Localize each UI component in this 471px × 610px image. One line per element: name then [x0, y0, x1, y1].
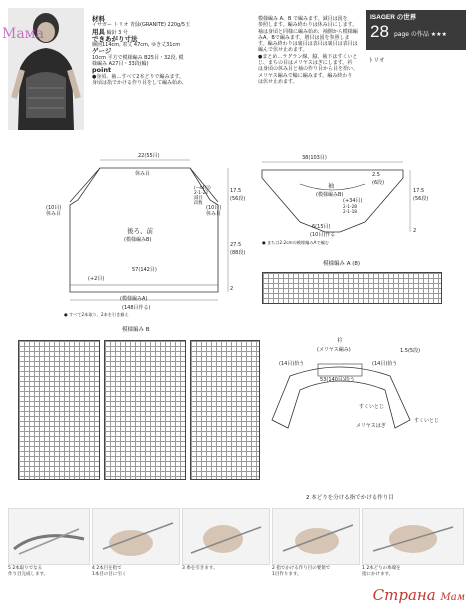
neck-label-c: すくいとじ — [414, 418, 440, 424]
step-text: 2本どりの糸端を 指にかけます。 — [362, 566, 401, 577]
pattern-a-title-text: 模様編み A — [323, 261, 351, 267]
instr-line: は身頃の休み目と袖の作り目から目を拾い、 — [258, 66, 359, 73]
neck-top-width: 53(140目)拾う — [320, 377, 355, 383]
step-text: 2本取りでなる 作り目完成します。 — [8, 566, 49, 577]
step-text: 指でかける作り目の要領で 1目作ります。 — [272, 566, 331, 577]
step-text: 2本目を指で 1本目の目に引く — [92, 566, 127, 577]
site-watermark — [373, 586, 465, 604]
instr-line: す。編み終わりは裏目は表目は裏目は表目は — [258, 41, 358, 48]
body-sleeve-text: 休み目 — [135, 171, 151, 177]
page-number: 28 — [370, 22, 389, 41]
tools-text: 輪針 3 号 — [106, 29, 128, 36]
body-right-side: (10目) 休み目 — [206, 205, 222, 218]
site-name: Страна — [372, 586, 436, 604]
caston-title: 2 本どりを分ける指でかける作り目 — [306, 495, 394, 501]
step-photo-1 — [362, 508, 464, 565]
gauge-title: ゲージ — [92, 47, 112, 56]
step-num: 2 — [272, 566, 275, 571]
neck-left: (14目)拾う — [279, 361, 305, 367]
pattern-b-grid-middle — [104, 340, 186, 480]
body-dim-27-5: 27.5 — [230, 242, 242, 248]
neck-dim: 1.5(5段) — [400, 348, 421, 354]
neck-title: 衿 — [337, 338, 343, 344]
series-title: ISAGER の世界 — [370, 14, 417, 21]
step-caption-4 — [92, 566, 126, 577]
step-caption-5 — [8, 566, 48, 577]
size-text: 胸囲114cm, 着丈 47cm, ゆき丈31cm — [92, 42, 181, 49]
point-line-2: 身頃は指でかける作り目をして編み始め、 — [92, 79, 187, 86]
tools-title: 用具 — [92, 27, 105, 36]
neck-label-b: メリヤスはぎ — [356, 423, 386, 429]
neck-label-a: すくいとじ — [359, 404, 385, 410]
pattern-b-title: 模様編み B — [122, 327, 150, 333]
step-text: 糸を引きます。 — [186, 566, 218, 571]
pattern-b-grid-left — [18, 340, 100, 480]
materials-yarn: イサガー トリオ 青緑(GRANITE) 220g/5玉 — [92, 22, 191, 29]
body-dim-17-5: 17.5 — [230, 188, 242, 194]
sleeve-dim-6: (6段) — [372, 180, 385, 186]
point-line-1: ●身頃、袖…すべて2本どりで編みます。 — [92, 73, 185, 80]
gauge-line-2: 様編み A27目・33段(輪) — [92, 61, 149, 68]
sleeve-note: ● まちは2.2cmの模様編みAで編む — [262, 240, 329, 245]
sleeve-dim-17-5: 17.5 — [413, 188, 425, 194]
gauge-line-1: 10cm 平方で模様編み B25目・32段, 模 — [92, 54, 184, 61]
body-bottom-width: (148目作る) — [122, 305, 151, 311]
site-name-rest: Мам — [440, 592, 465, 603]
neck-sub: (メリヤス編み) — [317, 347, 351, 353]
pattern-a-suffix: (8) — [352, 261, 361, 267]
sleeve-side-cm: 6(15目) — [312, 224, 331, 230]
sleeve-inc: (+34目) — [343, 198, 363, 204]
instr-line: 袖は身頃と同様に編み始め、袖側から模様編 — [258, 28, 358, 35]
step-caption-1 — [362, 566, 401, 577]
body-hem-label: (模様編みA) — [120, 296, 148, 302]
instr-line: ●まとめ…ラグラン線、脇、袖下はすくいと — [258, 53, 358, 60]
sleeve-sublabel: (模様編みB) — [316, 192, 344, 198]
pattern-a-title — [323, 261, 360, 268]
body-note: ● すべて2本取り、2本を引き揃え — [64, 312, 129, 317]
step-num: 5 — [8, 566, 11, 571]
sleeve-dim-2-5: 2.5 — [372, 172, 380, 178]
instr-line: 模様編み A、B で編みます。減目は図を — [258, 16, 348, 22]
instr-line: メリヤス編みで輪に編みます。編み終わり — [258, 72, 353, 79]
step-caption-2 — [272, 566, 330, 577]
instr-line: 参照します。編み終わりは休み目にします。 — [258, 22, 358, 29]
body-dim-56: (56段) — [230, 196, 246, 202]
step-photo-3 — [182, 508, 270, 565]
instr-line: は伏せ止めます。 — [258, 78, 298, 85]
raglan-left — [70, 168, 100, 202]
body-dec-note: (−44目) 2-1-22 減目 段数 — [194, 186, 211, 206]
body-label: 後ろ、前 — [127, 227, 153, 235]
body-dim-2: 2 — [230, 286, 234, 292]
step-num: 3 — [182, 566, 185, 571]
sleeve-width-top: 38(103目) — [302, 155, 327, 161]
instr-line: みA、Bで編みます。増目は図を参照しま — [258, 34, 350, 41]
page-label: page の作品 ★★★ — [394, 31, 447, 38]
body-dim-88: (88段) — [230, 250, 246, 256]
watermark-text: Мама — [2, 26, 44, 42]
sleeve-side-bottom: (10目)作る — [310, 232, 336, 238]
step-photo-4 — [92, 508, 180, 565]
step-num: 4 — [92, 566, 95, 571]
body-sublabel: (模様編みB) — [124, 237, 152, 243]
materials-title: 材料 — [92, 15, 105, 23]
step-num: 1 — [362, 566, 365, 571]
point-title: point — [92, 66, 112, 75]
instr-line: じ、まちの目はメリヤスはぎにします。衿 — [258, 60, 353, 67]
pattern-b-grid-right — [190, 340, 260, 480]
brand-name: トリオ — [368, 58, 385, 64]
sleeve-dim-a: 2 — [413, 228, 417, 234]
neck-right: (14目)拾う — [372, 361, 398, 367]
instr-line: 編んで伏せ止めます。 — [258, 47, 308, 54]
body-inc: (+2目) — [88, 276, 105, 282]
body-hem-width: 57(142目) — [132, 267, 157, 273]
pattern-a-grid — [262, 272, 442, 304]
step-caption-3 — [182, 566, 217, 572]
body-left-side: (10目) 休み目 — [46, 205, 62, 218]
neck-band — [318, 364, 362, 376]
sleeve-label: 袖 — [328, 183, 335, 190]
step-photo-5 — [8, 508, 90, 565]
body-width-top: 22(55目) — [138, 153, 160, 159]
sleeve-dim-56: (56段) — [413, 196, 429, 202]
sleeve-inc-note: 2-1-28 2-1-18 — [343, 205, 358, 215]
step-photo-2 — [272, 508, 360, 565]
size-title: できあがり寸法 — [92, 34, 138, 43]
